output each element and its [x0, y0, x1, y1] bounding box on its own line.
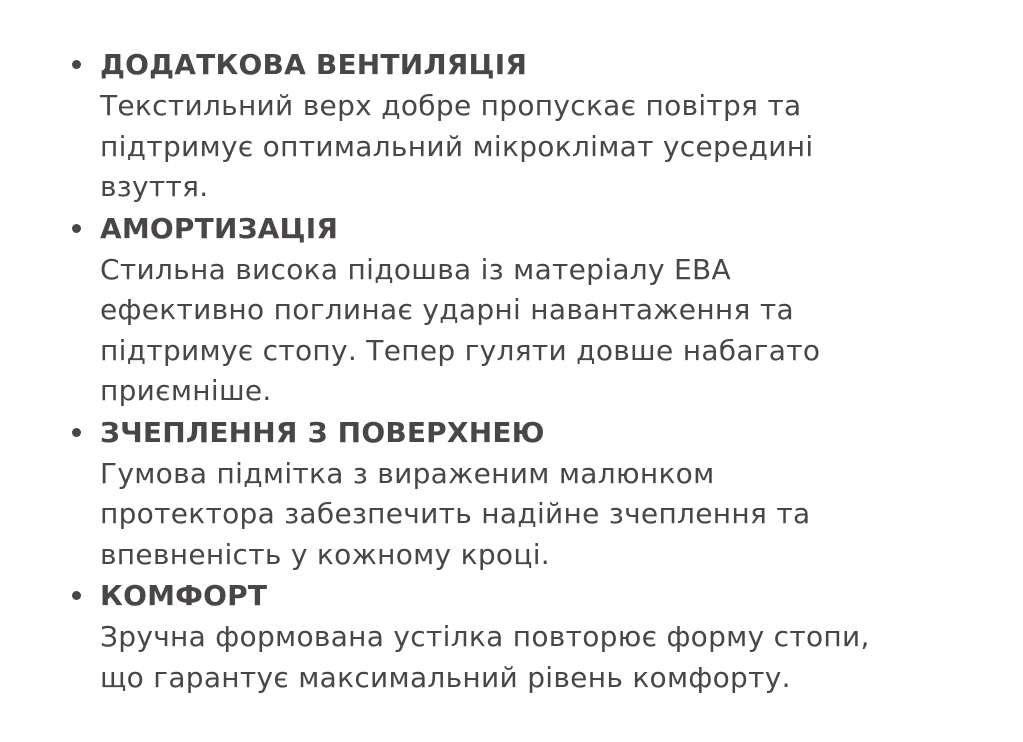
feature-list [70, 44, 1000, 698]
feature-description: Гумова підмітка з вираженим малюнком протектора забезпечить надійне зчеплення та впевненість у кожному кроці. [100, 456, 811, 571]
bullet-icon [72, 428, 81, 437]
feature-traction [70, 412, 1000, 576]
bullet-icon [72, 60, 81, 69]
feature-ventilation [70, 44, 1000, 208]
feature-comfort [70, 575, 1000, 698]
feature-cushioning [70, 208, 1000, 412]
feature-title: АМОРТИЗАЦІЯ [100, 211, 339, 245]
bullet-icon [72, 591, 81, 600]
feature-description: Текстильний верх добре пропускає повітря та підтримує оптимальний мікроклімат усередині взуття. [100, 89, 814, 203]
bullet-icon [72, 224, 81, 233]
feature-description: Зручна формована устілка повторює форму стопи, що гарантує максимальний рівень комфорту. [100, 620, 870, 694]
feature-title: ДОДАТКОВА ВЕНТИЛЯЦІЯ [100, 48, 528, 81]
feature-title: КОМФОРТ [100, 579, 268, 612]
feature-description: Стильна висока підошва із матеріалу ЕВА ефективно поглинає ударні навантаження та підтримує стопу. Тепер гуляти довше набагато приємніше. [100, 252, 821, 407]
feature-title: ЗЧЕПЛЕННЯ З ПОВЕРХНЕЮ [100, 415, 545, 449]
